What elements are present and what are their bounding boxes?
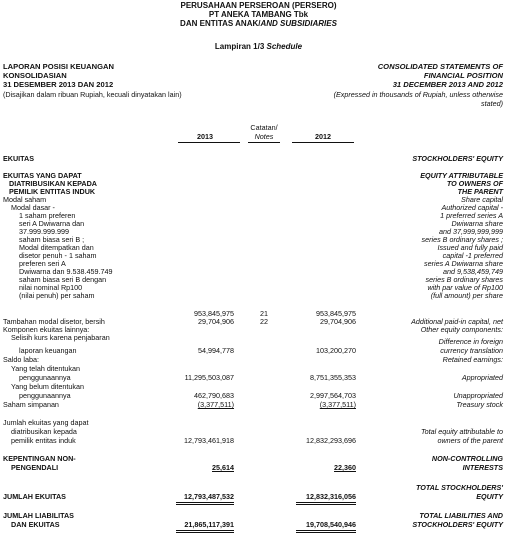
share-desc-en-7: series A Dwiwarna share	[424, 259, 503, 268]
appropriated-id-1: Yang telah ditentukan	[11, 364, 80, 373]
total-le-2013-rule-1	[176, 530, 234, 531]
nci-id-1: KEPENTINGAN NON-	[3, 454, 76, 463]
fx-2013: 54,994,778	[198, 346, 234, 355]
total-attr-en-1: Total equity attributable to	[420, 427, 503, 436]
treasury-2012: (3,377,511)	[319, 400, 356, 409]
schedule-italic: Schedule	[266, 42, 303, 51]
share-capital-note: 21	[260, 309, 268, 318]
authorized-en: Authorized capital -	[441, 203, 503, 212]
total-equity-en-1: TOTAL STOCKHOLDERS'	[415, 483, 503, 492]
total-le-en-1: TOTAL LIABILITIES AND	[419, 511, 503, 520]
title-en-3: 31 DECEMBER 2013 AND 2012	[392, 80, 503, 89]
title-en-4: (Expressed in thousands of Rupiah, unless otherwise	[333, 90, 503, 99]
nci-en-2: INTERESTS	[462, 463, 503, 472]
other-comp-id: Komponen ekuitas lainnya:	[3, 325, 90, 334]
appropriated-en: Appropriated	[461, 373, 503, 382]
title-id-1: LAPORAN POSISI KEUANGAN	[3, 62, 114, 71]
ekuitas-en: STOCKHOLDERS' EQUITY	[412, 154, 503, 163]
attr-hdr-en-1: EQUITY ATTRIBUTABLE	[420, 171, 503, 180]
share-desc-id-3: 37.999.999.999	[19, 227, 69, 236]
total-le-2013-rule-2	[176, 532, 234, 533]
apic-en: Additional paid-in capital, net	[411, 317, 503, 326]
total-attr-2013: 12,793,461,918	[184, 436, 234, 445]
total-attr-id-2: diatribusikan kepada	[11, 427, 77, 436]
title-en-1: CONSOLIDATED STATEMENTS OF	[377, 62, 503, 71]
share-capital-2012: 953,845,975	[316, 309, 356, 318]
share-desc-id-4: saham biasa seri B ;	[19, 235, 85, 244]
unappropriated-en: Unappropriated	[453, 391, 503, 400]
appropriated-2013: 11,295,503,087	[184, 373, 234, 382]
share-capital-2013: 953,845,975	[194, 309, 234, 318]
fx-id-1: Selisih kurs karena penjabaran	[11, 333, 110, 342]
title-id-4: (Disajikan dalam ribuan Rupiah, kecuali dinyatakan lain)	[3, 90, 182, 99]
share-desc-en-9: series B ordinary shares	[425, 275, 503, 284]
col-2012: 2012	[315, 132, 331, 141]
authorized-id: Modal dasar -	[11, 203, 55, 212]
share-desc-id-8: Dwiwarna dan 9.538.459.749	[19, 267, 113, 276]
share-desc-id-5: Modal ditempatkan dan	[19, 243, 94, 252]
total-equity-2013-rule-2	[176, 504, 234, 505]
total-le-2012-rule-2	[296, 532, 356, 533]
total-le-id-1: JUMLAH LIABILITAS	[3, 511, 74, 520]
total-equity-en-2: EQUITY	[476, 492, 503, 501]
unappropriated-2012: 2,997,564,703	[310, 391, 356, 400]
col-2013: 2013	[197, 132, 213, 141]
total-attr-id-1: Jumlah ekuitas yang dapat	[3, 418, 89, 427]
apic-note: 22	[260, 317, 268, 326]
share-desc-id-1: 1 saham preferen	[19, 211, 76, 220]
total-le-2012: 19,708,540,946	[306, 520, 356, 529]
attr-hdr-en-3: THE PARENT	[457, 187, 503, 196]
attr-hdr-id-1: EKUITAS YANG DAPAT	[3, 171, 82, 180]
fx-2012: 103,200,270	[316, 346, 356, 355]
col-2013-rule	[178, 142, 240, 143]
total-le-2013: 21,865,117,391	[184, 520, 234, 529]
other-comp-en: Other equity components:	[420, 325, 503, 334]
treasury-en: Treasury stock	[456, 400, 503, 409]
subsidiaries-line	[0, 20, 517, 28]
company-name-2: PT ANEKA TAMBANG Tbk	[208, 10, 309, 19]
subsidiaries-plain: DAN ENTITAS ANAK/	[180, 19, 261, 28]
schedule-label	[0, 43, 517, 51]
treasury-id: Saham simpanan	[3, 400, 59, 409]
attr-hdr-en-2: TO OWNERS OF	[446, 179, 503, 188]
treasury-2013: (3,377,511)	[197, 400, 234, 409]
title-en-2: FINANCIAL POSITION	[423, 71, 503, 80]
share-desc-id-6: disetor penuh - 1 saham	[19, 251, 97, 260]
total-equity-id: JUMLAH EKUITAS	[3, 492, 66, 501]
share-desc-id-7: preferen seri A	[19, 259, 66, 268]
attr-hdr-id-3: PEMILIK ENTITAS INDUK	[9, 187, 96, 196]
share-desc-en-10: with par value of Rp100	[427, 283, 503, 292]
fx-en-1: Difference in foreign	[438, 337, 503, 346]
col-2012-rule	[292, 142, 354, 143]
title-id-2: KONSOLIDASIAN	[3, 71, 67, 80]
total-equity-2012: 12,832,316,056	[306, 492, 356, 501]
appropriated-2012: 8,751,355,353	[310, 373, 356, 382]
total-attr-2012: 12,832,293,696	[306, 436, 356, 445]
retained-en: Retained earnings:	[442, 355, 503, 364]
col-notes-id: Catatan/	[250, 123, 278, 132]
total-equity-2013-rule-1	[176, 502, 234, 503]
share-desc-en-2: Dwiwarna share	[451, 219, 503, 228]
share-desc-en-5: Issued and fully paid	[437, 243, 503, 252]
total-equity-2013: 12,793,487,532	[184, 492, 234, 501]
share-capital-id: Modal saham	[3, 195, 47, 204]
unappropriated-id-2: penggunaannya	[19, 391, 71, 400]
total-le-2012-rule-1	[296, 530, 356, 531]
total-attr-id-3: pemilik entitas induk	[11, 436, 76, 445]
share-desc-en-1: 1 preferred series A	[440, 211, 503, 220]
share-desc-id-11: (nilai penuh) per saham	[19, 291, 95, 300]
share-desc-en-4: series B ordinary shares ;	[421, 235, 503, 244]
apic-2013: 29,704,906	[198, 317, 234, 326]
nci-2012: 22,360	[334, 463, 356, 472]
apic-2012: 29,704,906	[320, 317, 356, 326]
share-desc-en-8: and 9,538,459,749	[443, 267, 503, 276]
attr-hdr-id-2: DIATRIBUSIKAN KEPADA	[9, 179, 97, 188]
total-equity-2012-rule-1	[296, 502, 356, 503]
col-notes-rule	[248, 142, 280, 143]
schedule-plain: Lampiran 1/3	[214, 42, 267, 51]
col-notes-en: Notes	[254, 132, 274, 141]
title-en-5: stated)	[481, 99, 503, 108]
share-desc-en-11: (full amount) per share	[430, 291, 503, 300]
nci-2013: 25,614	[212, 463, 234, 472]
share-desc-en-3: and 37,999,999,999	[439, 227, 503, 236]
fx-id-2: laporan keuangan	[19, 346, 77, 355]
share-desc-id-9: saham biasa seri B dengan	[19, 275, 107, 284]
share-desc-id-10: nilai nominal Rp100	[19, 283, 83, 292]
share-desc-en-6: capital -1 preferred	[442, 251, 503, 260]
appropriated-id-2: penggunaannya	[19, 373, 71, 382]
unappropriated-id-1: Yang belum ditentukan	[11, 382, 84, 391]
apic-id: Tambahan modal disetor, bersih	[3, 317, 105, 326]
unappropriated-2013: 462,790,683	[194, 391, 234, 400]
retained-id: Saldo laba:	[3, 355, 39, 364]
share-capital-en: Share capital	[461, 195, 503, 204]
subsidiaries-italic: AND SUBSIDIARIES	[260, 19, 337, 28]
total-equity-2012-rule-2	[296, 504, 356, 505]
share-desc-id-2: seri A Dwiwarna dan	[19, 219, 85, 228]
ekuitas-id: EKUITAS	[3, 154, 35, 163]
fx-en-2: currency translation	[440, 346, 503, 355]
total-le-id-2: DAN EKUITAS	[11, 520, 60, 529]
total-attr-en-2: owners of the parent	[437, 436, 503, 445]
title-id-3: 31 DESEMBER 2013 DAN 2012	[3, 80, 114, 89]
nci-id-2: PENGENDALI	[11, 463, 59, 472]
company-name: PERUSAHAAN PERSEROAN (PERSERO)	[180, 1, 337, 10]
total-le-en-2: STOCKHOLDERS' EQUITY	[412, 520, 503, 529]
nci-en-1: NON-CONTROLLING	[431, 454, 503, 463]
